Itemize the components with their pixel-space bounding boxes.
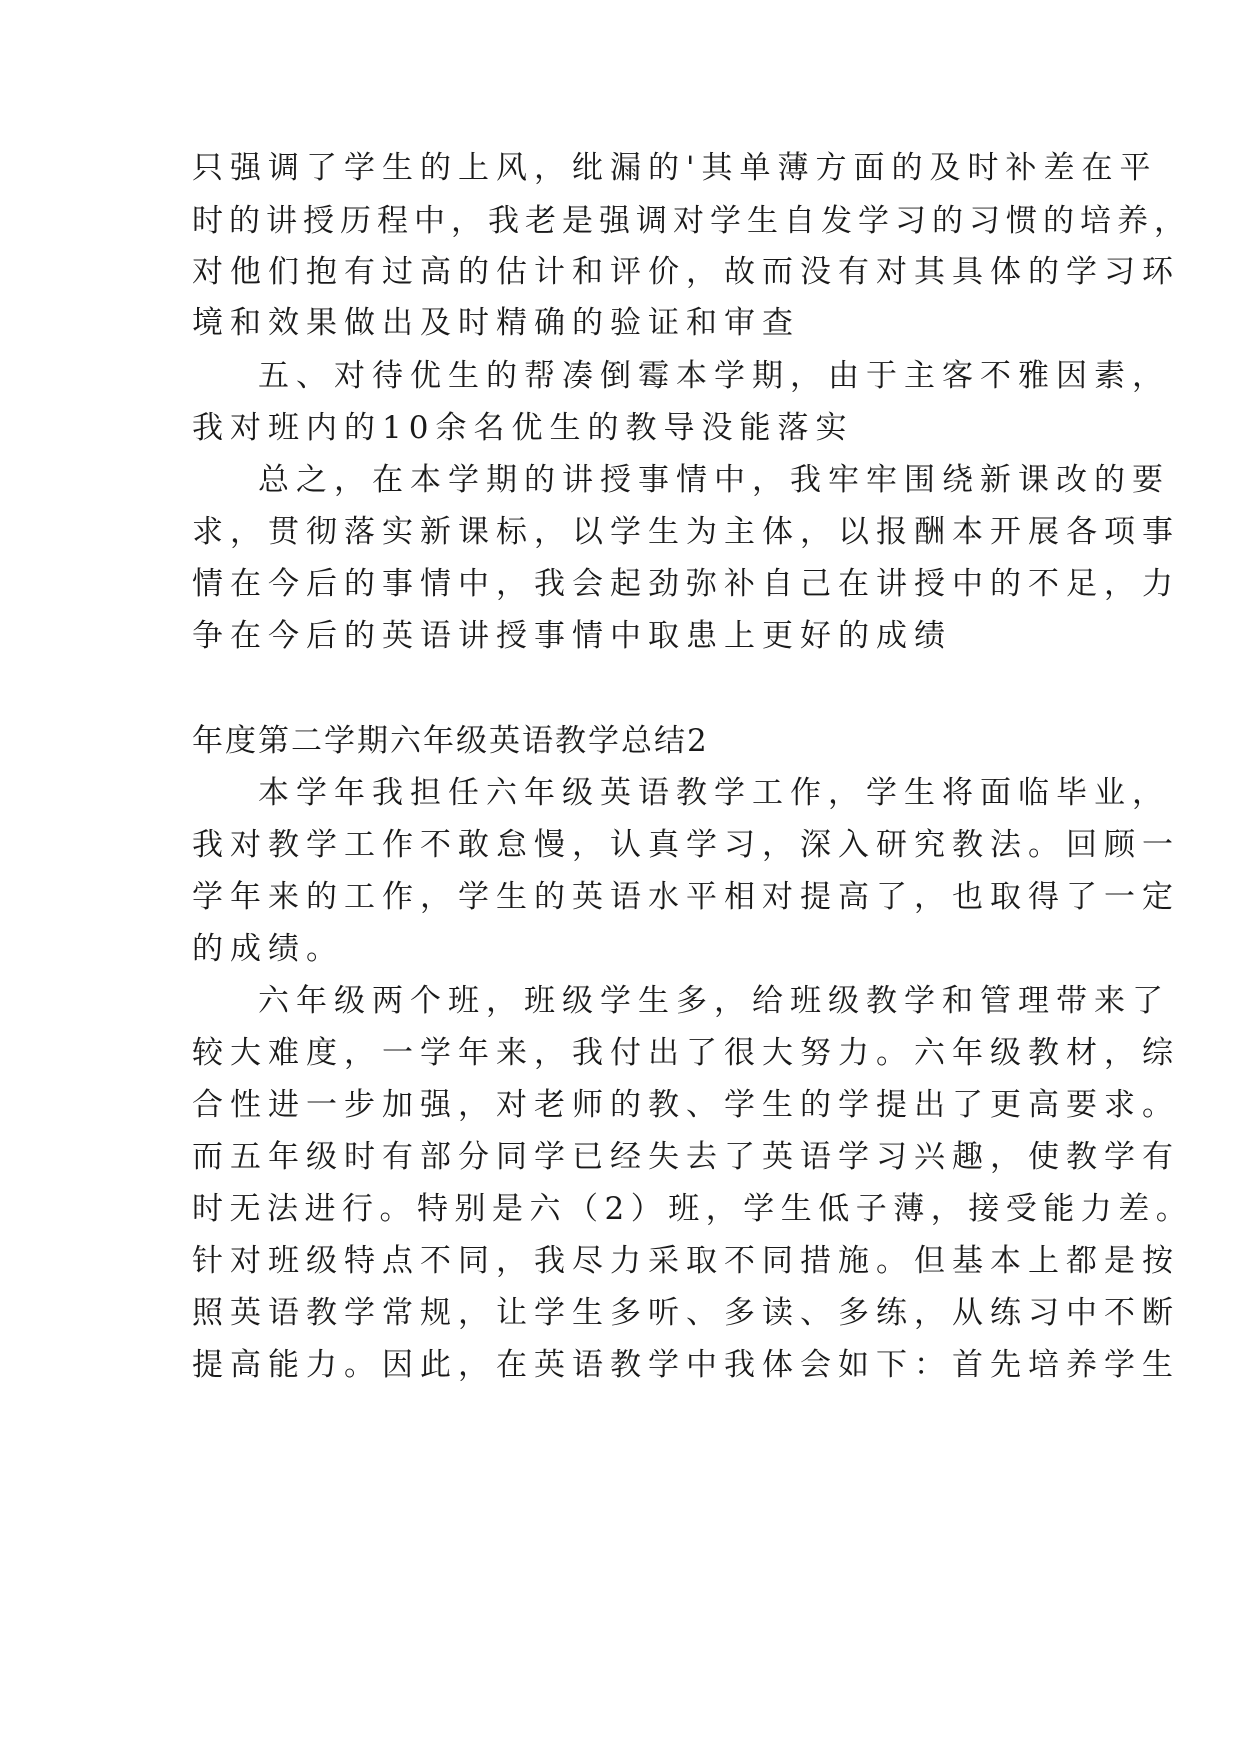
body-text-line: 而五年级时有部分同学已经失去了英语学习兴趣，使教学有 (192, 1139, 1180, 1175)
body-text-line: 针对班级特点不同，我尽力采取不同措施。但基本上都是按 (192, 1243, 1180, 1279)
paragraph-first-line: 本学年我担任六年级英语教学工作，学生将面临毕业， (258, 775, 1170, 811)
body-text-line: 的成绩。 (192, 931, 344, 967)
paragraph-first-line: 总之，在本学期的讲授事情中，我牢牢围绕新课改的要 (258, 462, 1170, 498)
body-text-line: 合性进一步加强，对老师的教、学生的学提出了更高要求。 (192, 1087, 1180, 1123)
body-text-line: 求，贯彻落实新课标，以学生为主体，以报酬本开展各项事 (192, 514, 1180, 550)
body-text-line: 时无法进行。特别是六（2）班，学生低子薄，接受能力差。 (192, 1191, 1194, 1227)
body-text-line: 照英语教学常规，让学生多听、多读、多练，从练习中不断 (192, 1295, 1180, 1331)
body-text-line: 较大难度，一学年来，我付出了很大努力。六年级教材，综 (192, 1035, 1180, 1071)
section-heading: 年度第二学期六年级英语教学总结2 (192, 723, 709, 759)
body-text-line: 情在今后的事情中，我会起劲弥补自己在讲授中的不足，力 (192, 566, 1180, 602)
body-text-line: 只强调了学生的上风，纰漏的'其单薄方面的及时补差在平 (192, 150, 1158, 186)
body-text-line: 我对班内的10余名优生的教导没能落实 (192, 410, 854, 446)
paragraph-first-line: 五、对待优生的帮凑倒霉本学期，由于主客不雅因素， (258, 358, 1170, 394)
body-text-line: 时的讲授历程中，我老是强调对学生自发学习的习惯的培养， (192, 203, 1191, 239)
body-text-line: 我对教学工作不敢怠慢，认真学习，深入研究教法。回顾一 (192, 827, 1180, 863)
body-text-line: 提高能力。因此，在英语教学中我体会如下：首先培养学生 (192, 1347, 1180, 1383)
paragraph-first-line: 六年级两个班，班级学生多，给班级教学和管理带来了 (258, 983, 1170, 1019)
body-text-line: 争在今后的英语讲授事情中取患上更好的成绩 (192, 618, 952, 654)
body-text-line: 对他们抱有过高的估计和评价，故而没有对其具体的学习环 (192, 254, 1180, 290)
body-text-line: 境和效果做出及时精确的验证和审查 (192, 305, 800, 341)
body-text-line: 学年来的工作，学生的英语水平相对提高了，也取得了一定 (192, 879, 1180, 915)
